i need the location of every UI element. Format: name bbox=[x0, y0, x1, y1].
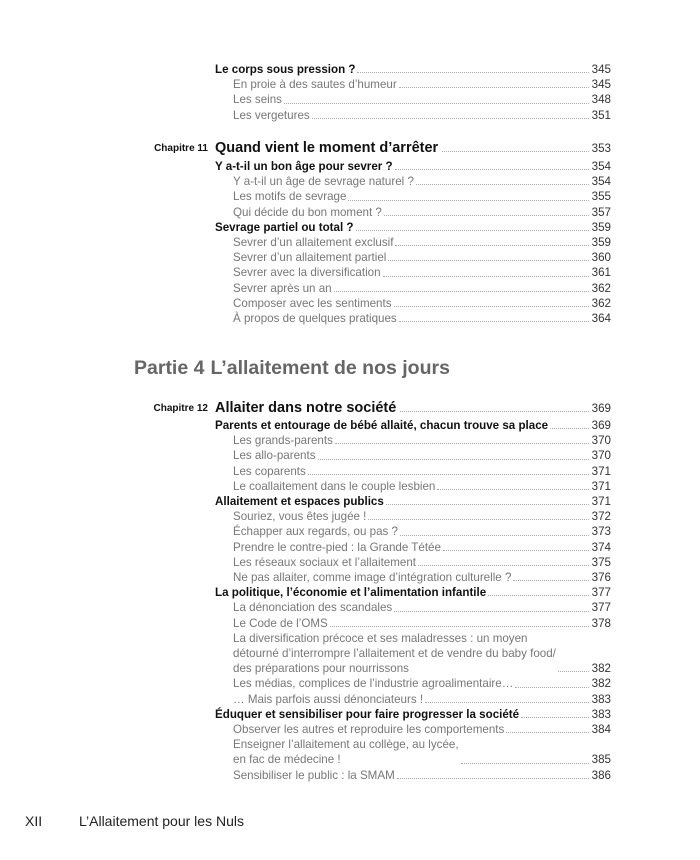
entry-title: Les vergetures bbox=[233, 108, 310, 122]
entry-page: 378 bbox=[591, 616, 611, 630]
entry-title: Les allo-parents bbox=[233, 449, 316, 463]
toc-chapter-11-sections bbox=[215, 159, 611, 326]
dot-leader bbox=[513, 580, 588, 581]
toc-subsection-entry[interactable] bbox=[215, 189, 611, 204]
entry-page: 359 bbox=[591, 220, 611, 234]
entry-title: Y a-t-il un âge de sevrage naturel ? bbox=[233, 175, 414, 189]
entry-title: Les réseaux sociaux et l’allaitement bbox=[233, 555, 417, 569]
toc-subsection-entry[interactable] bbox=[215, 448, 611, 463]
toc-subsection-entry[interactable] bbox=[215, 265, 611, 280]
entry-page: 382 bbox=[591, 662, 611, 676]
dot-leader bbox=[395, 169, 589, 170]
entry-page: 376 bbox=[591, 571, 611, 585]
dot-leader bbox=[400, 535, 589, 536]
entry-title: Composer avec les sentiments bbox=[233, 296, 392, 310]
page-footer bbox=[25, 813, 244, 829]
dot-leader bbox=[521, 717, 589, 718]
entry-page: 354 bbox=[591, 160, 611, 173]
toc-section-entry[interactable] bbox=[215, 62, 611, 77]
toc-subsection-entry[interactable] bbox=[215, 600, 611, 615]
entry-title: Les coparents bbox=[233, 464, 306, 478]
dot-leader bbox=[550, 428, 589, 429]
entry-title: Les grands-parents bbox=[233, 434, 333, 448]
toc-subsection-entry[interactable] bbox=[215, 311, 611, 326]
dot-leader bbox=[442, 151, 588, 152]
entry-page: 384 bbox=[591, 723, 611, 737]
entry-title: La diversification précoce et ses maladresses : un moyen détourné d’interrompre l’allaitement et de vendre du baby food/ des préparations pour nourrissons bbox=[233, 631, 556, 676]
toc-subsection-entry[interactable] bbox=[215, 250, 611, 265]
entry-page: 354 bbox=[591, 175, 611, 189]
chapter-title: Quand vient le moment d’arrêter bbox=[215, 140, 439, 156]
chapter-title: Allaiter dans notre société bbox=[215, 400, 397, 416]
toc-subsection-entry[interactable] bbox=[215, 433, 611, 448]
dot-leader bbox=[356, 230, 589, 231]
dot-leader bbox=[284, 103, 589, 104]
toc-section-entry[interactable] bbox=[215, 418, 611, 433]
toc-section-entry[interactable] bbox=[215, 494, 611, 509]
running-title: L’Allaitement pour les Nuls bbox=[79, 813, 244, 829]
toc-subsection-entry[interactable] bbox=[215, 570, 611, 585]
entry-page: 348 bbox=[591, 93, 611, 107]
dot-leader bbox=[348, 200, 588, 201]
dot-leader bbox=[395, 245, 588, 246]
toc-chapter-11[interactable] bbox=[0, 139, 611, 157]
dot-leader bbox=[368, 519, 588, 520]
toc-subsection-entry[interactable] bbox=[215, 108, 611, 123]
entry-page: 359 bbox=[591, 236, 611, 250]
entry-page: 362 bbox=[591, 296, 611, 310]
toc-subsection-entry[interactable] bbox=[215, 555, 611, 570]
toc-subsection-entry[interactable] bbox=[215, 722, 611, 737]
dot-leader bbox=[443, 550, 589, 551]
entry-page: 360 bbox=[591, 251, 611, 265]
toc-section-entry[interactable] bbox=[215, 585, 611, 600]
toc-subsection-entry[interactable] bbox=[215, 524, 611, 539]
entry-page: 364 bbox=[591, 312, 611, 326]
entry-title: Allaitement et espaces publics bbox=[215, 495, 384, 509]
toc-subsection-entry[interactable] bbox=[215, 205, 611, 220]
entry-title: Y a-t-il un bon âge pour sevrer ? bbox=[215, 160, 393, 173]
dot-leader bbox=[383, 276, 589, 277]
toc-subsection-entry[interactable] bbox=[215, 464, 611, 479]
entry-title: Les médias, complices de l’industrie agroalimentaire… bbox=[233, 677, 514, 691]
dot-leader bbox=[425, 702, 589, 703]
entry-page: 345 bbox=[591, 63, 611, 76]
dot-leader bbox=[515, 687, 588, 688]
toc-subsection-entry[interactable] bbox=[215, 631, 611, 677]
toc-chapter-12-sections bbox=[215, 418, 611, 783]
toc-subsection-entry[interactable] bbox=[215, 281, 611, 296]
dot-leader bbox=[558, 671, 589, 672]
entry-page: 386 bbox=[591, 768, 611, 782]
entry-page: 371 bbox=[591, 495, 611, 509]
dot-leader bbox=[399, 87, 589, 88]
dot-leader bbox=[416, 184, 589, 185]
dot-leader bbox=[461, 763, 589, 764]
dot-leader bbox=[312, 118, 589, 119]
chapter-page: 353 bbox=[591, 142, 611, 155]
entry-page: 355 bbox=[591, 190, 611, 204]
entry-page: 370 bbox=[591, 449, 611, 463]
entry-page: 373 bbox=[591, 525, 611, 539]
toc-subsection-entry[interactable] bbox=[215, 479, 611, 494]
entry-title: Ne pas allaiter, comme image d’intégration culturelle ? bbox=[233, 571, 512, 585]
toc-section-entry[interactable] bbox=[215, 159, 611, 174]
toc-subsection-entry[interactable] bbox=[215, 174, 611, 189]
toc-subsection-entry[interactable] bbox=[215, 296, 611, 311]
dot-leader bbox=[330, 626, 589, 627]
entry-page: 383 bbox=[591, 707, 611, 721]
dot-leader bbox=[394, 611, 588, 612]
entry-page: 370 bbox=[591, 434, 611, 448]
entry-page: 371 bbox=[591, 464, 611, 478]
toc-subsection-entry[interactable] bbox=[215, 768, 611, 783]
entry-title: Le corps sous pression ? bbox=[215, 63, 356, 76]
part-title: L’allaitement de nos jours bbox=[210, 357, 450, 379]
toc-part-4-heading bbox=[134, 357, 456, 380]
entry-title: Sevrage partiel ou total ? bbox=[215, 220, 354, 234]
entry-title: Sevrer après un an bbox=[233, 281, 332, 295]
dot-leader bbox=[308, 474, 589, 475]
entry-title: Sensibiliser le public : la SMAM bbox=[233, 768, 395, 782]
entry-page: 374 bbox=[591, 540, 611, 554]
dot-leader bbox=[399, 321, 589, 322]
entry-page: 382 bbox=[591, 677, 611, 691]
entry-title: Enseigner l’allaitement au collège, au lycée, en fac de médecine ! bbox=[233, 738, 459, 767]
entry-page: 375 bbox=[591, 555, 611, 569]
toc-subsection-entry[interactable] bbox=[215, 77, 611, 92]
toc-chapter-12[interactable] bbox=[0, 399, 611, 417]
entry-title: Les seins bbox=[233, 93, 282, 107]
entry-title: La dénonciation des scandales bbox=[233, 601, 393, 615]
dot-leader bbox=[357, 72, 588, 73]
toc-subsection-entry[interactable] bbox=[215, 616, 611, 631]
entry-title: Sevrer d’un allaitement exclusif bbox=[233, 236, 394, 250]
entry-title: La politique, l’économie et l’alimentation infantile bbox=[215, 586, 487, 600]
toc-subsection-entry[interactable] bbox=[215, 92, 611, 107]
folio: XII bbox=[25, 813, 43, 829]
entry-page: 371 bbox=[591, 479, 611, 493]
entry-title: À propos de quelques pratiques bbox=[233, 312, 397, 326]
entry-title: Parents et entourage de bébé allaité, chacun trouve sa place bbox=[215, 419, 549, 432]
dot-leader bbox=[400, 411, 588, 412]
toc-section-entry[interactable] bbox=[215, 220, 611, 235]
dot-leader bbox=[334, 291, 589, 292]
entry-page: 383 bbox=[591, 692, 611, 706]
entry-title: Échapper aux regards, ou pas ? bbox=[233, 525, 398, 539]
entry-title: Qui décide du bon moment ? bbox=[233, 205, 382, 219]
toc-section-entry[interactable] bbox=[215, 707, 611, 722]
toc-subsection-entry[interactable] bbox=[215, 509, 611, 524]
entry-page: 345 bbox=[591, 78, 611, 92]
entry-page: 377 bbox=[591, 586, 611, 600]
dot-leader bbox=[386, 504, 589, 505]
dot-leader bbox=[397, 778, 589, 779]
dot-leader bbox=[437, 489, 588, 490]
entry-page: 372 bbox=[591, 510, 611, 524]
entry-page: 385 bbox=[591, 753, 611, 767]
entry-title: Sevrer avec la diversification bbox=[233, 266, 381, 280]
toc-subsection-entry[interactable] bbox=[215, 737, 611, 767]
toc-section-body-changes bbox=[215, 62, 611, 123]
entry-page: 361 bbox=[591, 266, 611, 280]
part-label: Partie 4 bbox=[134, 357, 205, 379]
entry-title: Souriez, vous êtes jugée ! bbox=[233, 510, 367, 524]
entry-title: Le coallaitement dans le couple lesbien bbox=[233, 479, 436, 493]
entry-page: 369 bbox=[591, 419, 611, 432]
entry-title: Observer les autres et reproduire les comportements bbox=[233, 723, 505, 737]
chapter-page: 369 bbox=[591, 402, 611, 415]
dot-leader bbox=[394, 306, 589, 307]
toc-subsection-entry[interactable] bbox=[215, 540, 611, 555]
entry-title: Le Code de l’OMS bbox=[233, 616, 328, 630]
entry-title: En proie à des sautes d’humeur bbox=[233, 78, 397, 92]
entry-page: 362 bbox=[591, 281, 611, 295]
chapter-label: Chapitre 12 bbox=[153, 403, 208, 414]
dot-leader bbox=[335, 443, 589, 444]
entry-page: 357 bbox=[591, 205, 611, 219]
dot-leader bbox=[388, 260, 588, 261]
dot-leader bbox=[318, 459, 589, 460]
dot-leader bbox=[418, 565, 589, 566]
entry-title: Prendre le contre-pied : la Grande Tétée bbox=[233, 540, 441, 554]
toc-subsection-entry[interactable] bbox=[215, 235, 611, 250]
entry-title: … Mais parfois aussi dénonciateurs ! bbox=[233, 692, 424, 706]
entry-page: 377 bbox=[591, 601, 611, 615]
dot-leader bbox=[488, 595, 588, 596]
dot-leader bbox=[506, 732, 588, 733]
toc-subsection-entry[interactable] bbox=[215, 692, 611, 707]
dot-leader bbox=[384, 215, 589, 216]
entry-title: Sevrer d’un allaitement partiel bbox=[233, 251, 387, 265]
chapter-label: Chapitre 11 bbox=[154, 143, 208, 154]
entry-title: Les motifs de sevrage bbox=[233, 190, 347, 204]
entry-title: Éduquer et sensibiliser pour faire progresser la société bbox=[215, 707, 520, 721]
entry-page: 351 bbox=[591, 108, 611, 122]
toc-subsection-entry[interactable] bbox=[215, 676, 611, 691]
